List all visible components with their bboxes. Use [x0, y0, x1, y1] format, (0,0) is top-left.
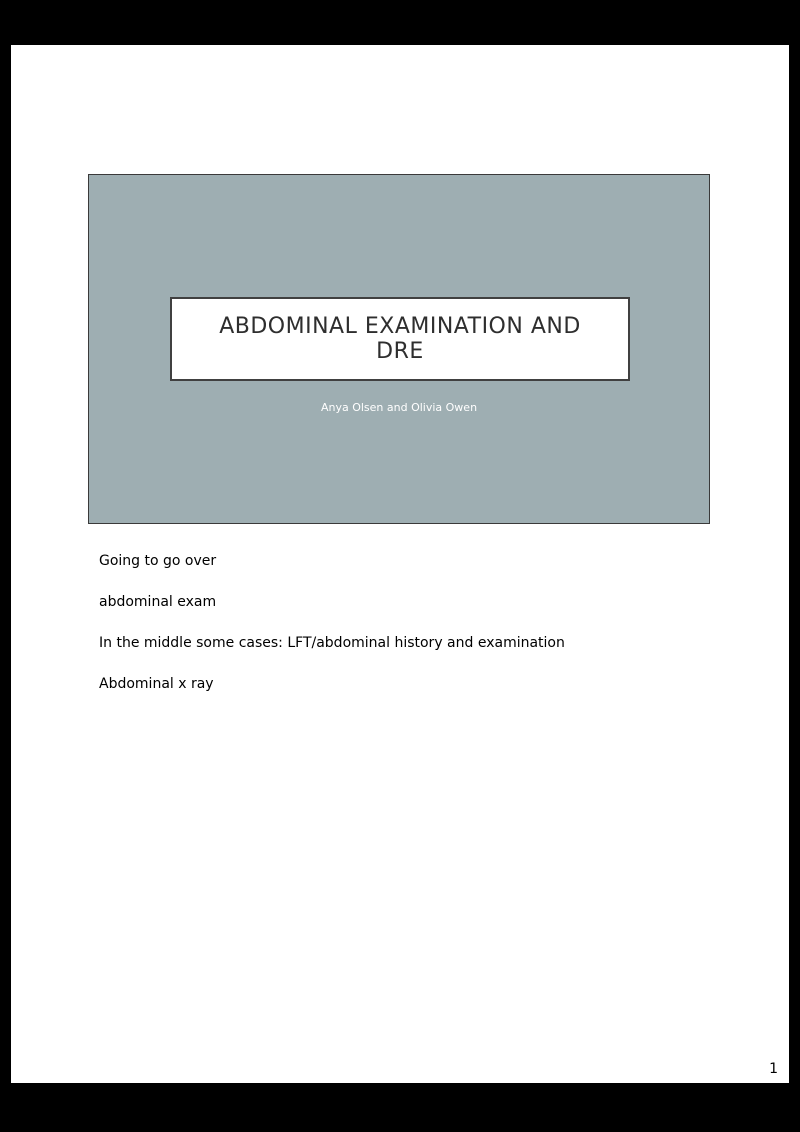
- note-line: Abdominal x ray: [99, 676, 214, 692]
- slide-title-box: [170, 297, 630, 381]
- slide-subtitle: Anya Olsen and Olivia Owen: [320, 401, 478, 414]
- note-line: Going to go over: [99, 553, 217, 569]
- slide-title: ABDOMINAL EXAMINATION AND DRE: [219, 314, 581, 364]
- speaker-notes: [99, 551, 739, 715]
- slide-thumbnail: [88, 174, 710, 524]
- page-number: 1: [769, 1061, 778, 1077]
- note-line: In the middle some cases: LFT/abdominal history and examination: [99, 635, 565, 651]
- note-line: abdominal exam: [99, 594, 217, 610]
- document-page: [11, 45, 789, 1083]
